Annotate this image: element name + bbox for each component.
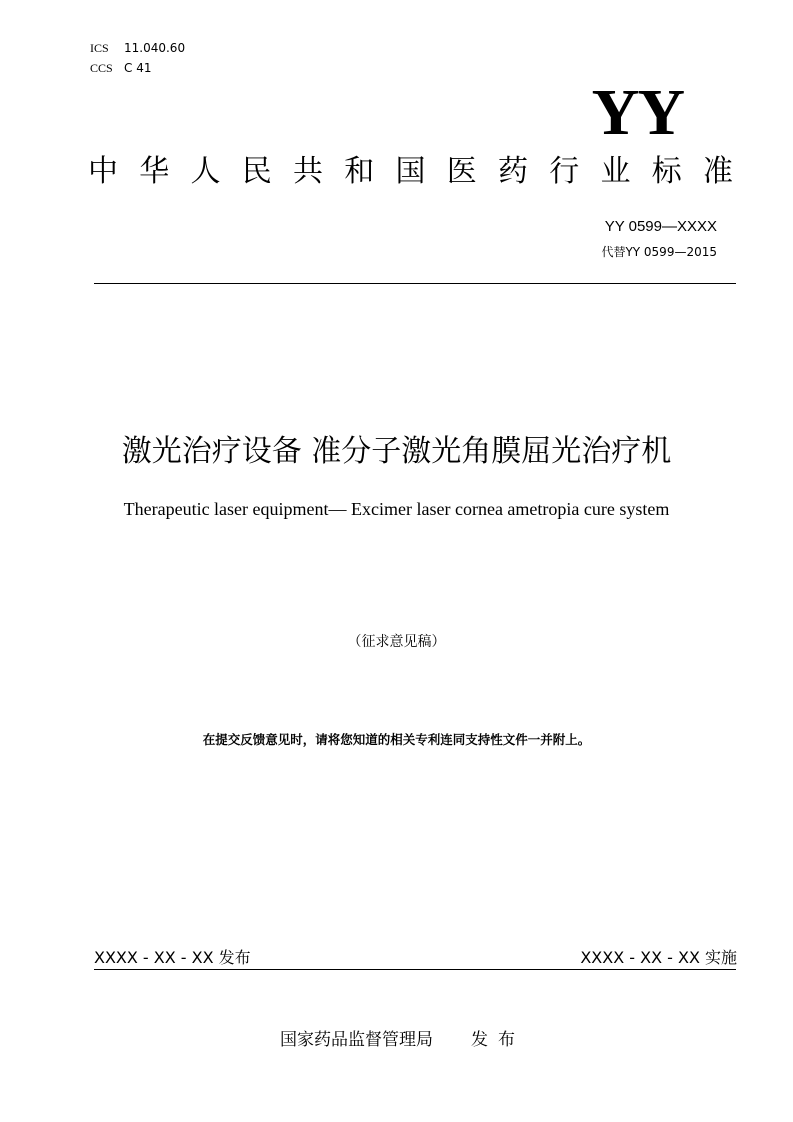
yy-logo: YY [591, 76, 683, 149]
patent-notice: 在提交反馈意见时，请将您知道的相关专利连同支持性文件一并附上。 [202, 732, 591, 747]
ics-code: ICS 11.040.60 [90, 41, 186, 55]
publish-verb: 发布 [471, 1030, 525, 1050]
title-chinese: 激光治疗设备 准分子激光角膜屈光治疗机 [121, 434, 672, 469]
title-english: Therapeutic laser equipment— Excimer laser cornea ametropia cure system [123, 499, 670, 519]
implementation-date: XXXX - XX - XX 实施 [580, 948, 737, 967]
publisher-name: 国家药品监督管理局 [280, 1030, 433, 1050]
draft-label: （征求意见稿） [347, 634, 446, 650]
standard-number: YY 0599—XXXX [604, 218, 717, 235]
ccs-code: CCS C 41 [90, 61, 152, 75]
footer-divider [94, 969, 736, 970]
publisher-line [280, 1025, 525, 1050]
standard-type-heading: 中 华 人 民 共 和 国 医 药 行 业 标 准 [88, 154, 733, 189]
header-divider [94, 283, 736, 284]
issue-date: XXXX - XX - XX 发布 [94, 948, 251, 967]
classification-codes [90, 38, 185, 78]
replaces-standard: 代替YY 0599—2015 [601, 245, 717, 259]
